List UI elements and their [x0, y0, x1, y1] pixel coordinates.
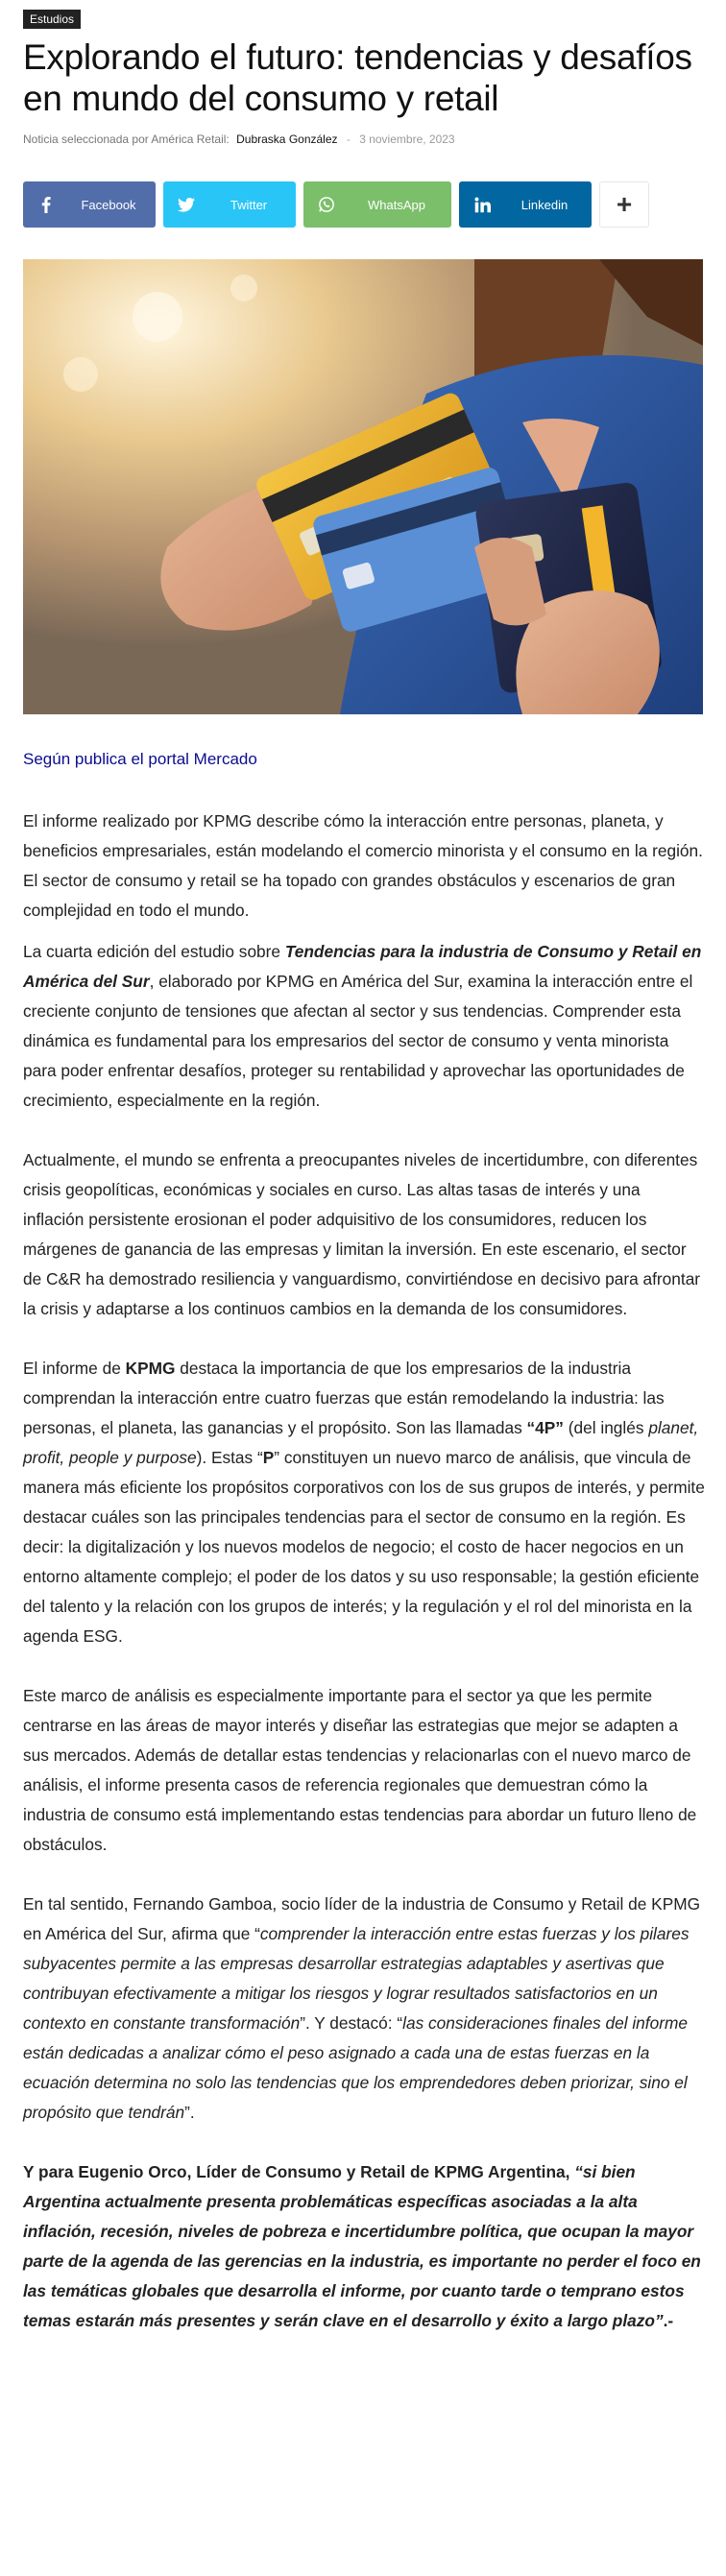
share-linkedin-button[interactable] [459, 181, 592, 228]
four-p-english: planet, profit, people y purpose [23, 1418, 699, 1467]
meta-prefix: Noticia seleccionada por América Retail: [23, 132, 230, 146]
article-body [23, 807, 705, 2366]
p-letter-bold: P [262, 1448, 275, 1467]
orco-quote: “si bien Argentina actualmente presenta problemáticas específicas asociadas a la alta inflación, recesión, niveles de pobreza e incertidumbre política, que ocupan la mayor parte de la agenda de las gerencias en la industria, es importante no perder el foco en las temáticas globales que desarrolla el informe, por cuanto tarde o temprano estos temas estarán más presentes y serán clave en el desarrollo y éxito a largo plazo” [23, 2162, 701, 2330]
paragraph-4 [23, 1354, 705, 1651]
share-twitter-button[interactable] [163, 181, 296, 228]
paragraph-7-text: Y para Eugenio Orco, Líder de Consumo y Retail de KPMG Argentina, [23, 2162, 575, 2181]
article-title: Explorando el futuro: tendencias y desafíos en mundo del consumo y retail [23, 37, 692, 118]
share-more-button[interactable] [599, 181, 649, 228]
paragraph-7 [23, 2157, 705, 2336]
paragraph-2-text: La cuarta edición del estudio sobre [23, 942, 285, 961]
article-meta [23, 132, 455, 146]
four-p-bold: “4P” [526, 1418, 564, 1437]
study-title: Tendencias para la industria de Consumo y Retail en América del Sur [23, 942, 702, 991]
share-twitter-label: Twitter [230, 197, 268, 212]
gamboa-quote-2: las consideraciones finales del informe están dedicadas a analizar cómo el peso asignado a cada una de estas fuerzas en la ecuación determina no solo las tendencias que los emprendedores deben priorizar, sino el propósito que tendrán [23, 2013, 688, 2122]
share-facebook-button[interactable] [23, 181, 156, 228]
share-linkedin-label: Linkedin [520, 197, 569, 212]
credit-cards-photo [23, 259, 703, 714]
paragraph-7-end: .- [663, 2311, 674, 2330]
publish-date: 3 noviembre, 2023 [359, 132, 455, 146]
linkedin-icon [459, 181, 505, 228]
meta-separator: - [346, 132, 351, 146]
facebook-icon [23, 181, 69, 228]
author-link[interactable]: Dubraska González [236, 132, 338, 146]
paragraph-5: Este marco de análisis es especialmente importante para el sector ya que les permite centrarse en las áreas de mayor interés y diseñar las estrategias que mejor se adapten a sus mercados. Además de detallar estas tendencias y relacionarlas con el nuevo marco de análisis, el informe presenta casos de referencia regionales que demuestran cómo la industria de consumo está implementando estas tendencias para abordar un futuro lleno de obstáculos. [23, 1686, 697, 1854]
paragraph-6 [23, 1890, 705, 2128]
plus-icon: + [616, 189, 633, 219]
paragraph-2-text-cont: , elaborado por KPMG en América del Sur, examina la interacción entre el creciente conjunto de tensiones que afectan al sector y sus tendencias. Comprender esta dinámica es fundamental para los empresarios del sector de consumo y venta minorista para poder enfrentar desafíos, proteger su rentabilidad y aprovechar las oportunidades de crecimiento, especialmente en la región. [23, 972, 693, 1110]
whatsapp-icon [303, 181, 350, 228]
paragraph-4-text-c: (del inglés [563, 1418, 649, 1437]
paragraph-4-text-b: destaca la importancia de que los empresarios de la industria comprendan la interacción entre cuatro fuerzas que están remodelando la industria: las personas, el planeta, las ganancias y el propósito. Son las llamadas [23, 1359, 665, 1437]
category-tag[interactable]: Estudios [23, 10, 81, 29]
paragraph-6-text: En tal sentido, Fernando Gamboa, socio líder de la industria de Consumo y Retail de KPMG en América del Sur, afirma que “ [23, 1894, 701, 1943]
paragraph-6-text-c: ”. [184, 2103, 195, 2122]
paragraph-6-text-b: ”. Y destacó: “ [300, 2013, 403, 2033]
source-link[interactable]: Según publica el portal Mercado [23, 750, 257, 768]
paragraph-3: Actualmente, el mundo se enfrenta a preocupantes niveles de incertidumbre, con diferentes crisis geopolíticas, económicas y sociales en curso. Las altas tasas de interés y una inflación persistente erosionan el poder adquisitivo de los consumidores, reducen los márgenes de ganancia de las empresas y limitan la inversión. En este escenario, el sector de C&R ha demostrado resiliencia y vanguardismo, convirtiéndose en decisivo para afrontar la crisis y adaptarse a los continuos cambios en la demanda de los consumidores. [23, 1150, 701, 1318]
paragraph-2 [23, 937, 705, 1116]
paragraph-4-text-d: ). Estas “ [196, 1448, 263, 1467]
twitter-icon [163, 181, 209, 228]
paragraph-4-text: El informe de [23, 1359, 126, 1378]
share-facebook-label: Facebook [81, 197, 136, 212]
gamboa-quote-1: comprender la interacción entre estas fuerzas y los pilares subyacentes permite a las empresas desarrollar estrategias adaptables y asertivas que contribuyan efectivamente a mitigar los riesgos y lograr resultados satisfactorios en un contexto en constante transformación [23, 1924, 690, 2033]
share-whatsapp-button[interactable] [303, 181, 451, 228]
kpmg-bold: KPMG [125, 1359, 176, 1378]
paragraph-4-text-e: ” constituyen un nuevo marco de análisis, que vincula de manera más eficiente los propósitos corporativos con los de sus grupos de interés, y permite destacar cuáles son las principales tendencias para el sector de consumo en la región. Es decir: la digitalización y los nuevos modelos de negocio; el costo de hacer negocios en un entorno altamente complejo; el poder de los datos y su uso responsable; la gestión eficiente del talento y la relación con los grupos de interés; y la regulación y el rol del minorista en la agenda ESG. [23, 1448, 705, 1646]
hero-image [23, 259, 703, 714]
share-whatsapp-label: WhatsApp [368, 197, 425, 212]
paragraph-1: El informe realizado por KPMG describe cómo la interacción entre personas, planeta, y beneficios empresariales, están modelando el comercio minorista y el consumo en la región. El sector de consumo y retail se ha topado con grandes obstáculos y escenarios de gran complejidad en todo el mundo. [23, 811, 703, 920]
